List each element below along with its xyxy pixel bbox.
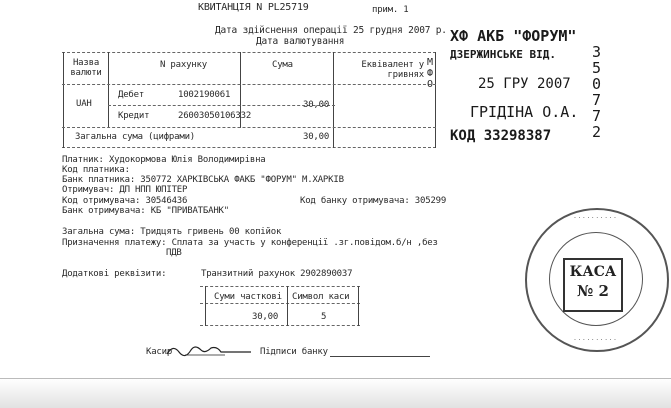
extra-details-label: Додаткові реквізити: bbox=[62, 269, 167, 279]
svg-text:· · · · · · · · · ·: · · · · · · · · · · bbox=[573, 214, 617, 222]
small-table-divider bbox=[287, 286, 288, 326]
transit-account: Транзитний рахунок 2902890037 bbox=[201, 269, 353, 279]
paper-torn-edge bbox=[0, 378, 671, 408]
debit-account: 1002190061 bbox=[178, 90, 231, 100]
total-amount: 30,00 bbox=[303, 132, 330, 142]
copy-note: прим. 1 bbox=[372, 5, 409, 15]
total-label: Загальна сума (цифрами) bbox=[75, 132, 196, 142]
small-table-right bbox=[358, 286, 359, 326]
bank-signature-line-1 bbox=[330, 356, 430, 357]
small-table-mid bbox=[200, 303, 360, 304]
stamp-branch: ДЗЕРЖИНСЬКЕ ВІД. bbox=[450, 48, 556, 61]
table-left-border bbox=[63, 52, 64, 148]
payer-bank: Банк платника: 350772 ХАРКІВСЬКА ФАКБ "ФОРУМ" М.ХАРКІВ bbox=[62, 175, 344, 185]
recipient-bank: Банк отримувача: КБ "ПРИВАТБАНК" bbox=[62, 206, 229, 216]
stamp-mfo-vertical: 350772 bbox=[592, 43, 602, 141]
credit-account: 26003050106332 bbox=[178, 111, 252, 121]
payment-purpose-line1: Призначення платежу: Сплата за участь у конференції .зг.повідом.б/н ,без bbox=[62, 238, 438, 248]
payer: Платник: Худокормова Юлія Володимирівна bbox=[62, 155, 266, 165]
receipt-number: КВИТАНЦІЯ N PL25719 bbox=[198, 2, 309, 13]
debit-label: Дебет bbox=[118, 90, 145, 100]
currency-code: UAH bbox=[76, 99, 92, 109]
kasa-number: № 2 bbox=[577, 282, 609, 300]
table-bottom-border bbox=[62, 147, 436, 148]
cash-symbol-value: 5 bbox=[321, 312, 327, 322]
cashier-label: Касир bbox=[146, 347, 173, 357]
value-date: Дата валютування bbox=[256, 36, 345, 47]
col-divider-1 bbox=[108, 52, 109, 128]
col-account-header: N рахунку bbox=[160, 60, 207, 70]
credit-label: Кредит bbox=[118, 111, 150, 121]
small-table-left bbox=[205, 286, 206, 326]
kasa-box bbox=[563, 258, 623, 312]
cash-symbol-header: Символ каси bbox=[292, 292, 350, 302]
partial-sum-header: Суми часткові bbox=[214, 292, 282, 302]
small-table-bottom bbox=[200, 325, 360, 326]
bank-signatures-label: Підписи банку bbox=[260, 347, 328, 357]
partial-sum-value: 30,00 bbox=[252, 312, 279, 322]
kasa-label: КАСА bbox=[569, 264, 617, 280]
stamp-bank-name: ХФ АКБ "ФОРУМ" bbox=[450, 27, 577, 45]
col-currency-header: Назва валюти bbox=[70, 58, 102, 78]
amount-value: 30,00 bbox=[303, 100, 330, 110]
stamp-name: ГРІДІНА О.А. bbox=[470, 103, 579, 121]
debit-credit-divider bbox=[108, 105, 335, 106]
col-sum-header: Сума bbox=[272, 60, 293, 70]
stamp-date: 25 ГРУ 2007 bbox=[478, 76, 571, 92]
table-right-border bbox=[435, 52, 436, 148]
col-divider-3 bbox=[333, 52, 334, 148]
mfo-label: МФО bbox=[427, 57, 433, 90]
col-equiv-header: Еквівалент у гривнях bbox=[361, 60, 424, 80]
paper-edge-line bbox=[0, 378, 671, 379]
total-in-words: Загальна сума: Тридцять гривень 00 копійок bbox=[62, 227, 282, 237]
cashier-signature bbox=[165, 340, 255, 360]
small-table-top bbox=[200, 286, 360, 287]
stamp-code: КОД 33298387 bbox=[450, 128, 552, 144]
table-top-border bbox=[62, 52, 436, 53]
payer-code: Код платника: bbox=[62, 165, 130, 175]
recipient-bank-code: Код банку отримувача: 305299 bbox=[300, 196, 447, 206]
recipient-code: Код отримувача: 30546436 bbox=[62, 196, 188, 206]
payment-purpose-line2: ПДВ bbox=[166, 248, 182, 258]
total-row-divider bbox=[62, 127, 436, 128]
operation-date: Дата здійснення операції 25 грудня 2007 р. bbox=[215, 25, 447, 36]
svg-text:· · · · · · · · · ·: · · · · · · · · · · bbox=[573, 336, 617, 344]
header-row-divider bbox=[62, 84, 436, 85]
recipient: Отримувач: ДП НПП ЮПІТЕР bbox=[62, 185, 188, 195]
